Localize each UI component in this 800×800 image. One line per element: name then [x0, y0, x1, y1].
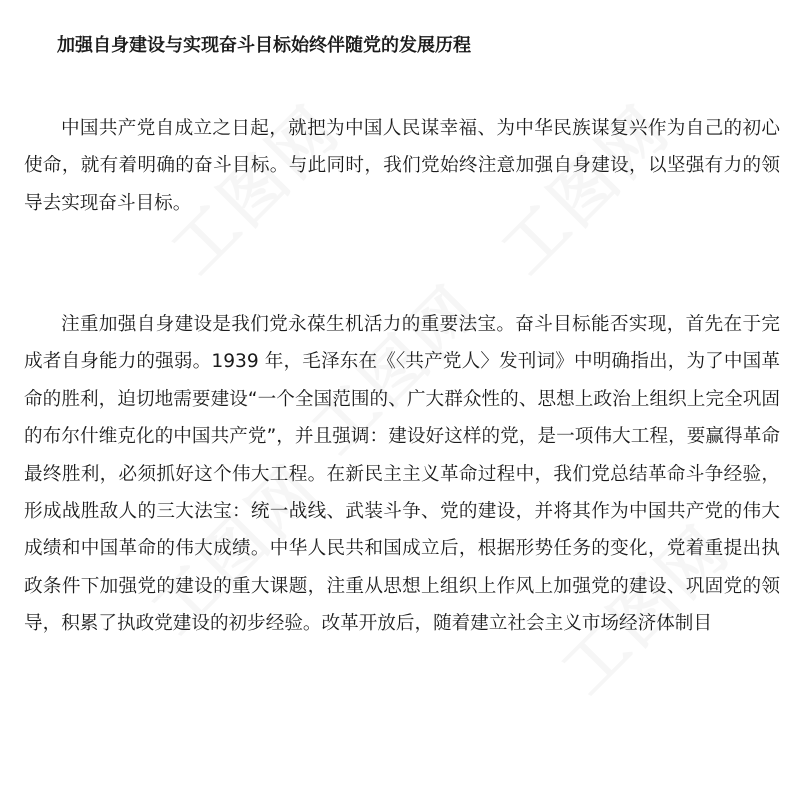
paragraph: 注重加强自身建设是我们党永葆生机活力的重要法宝。奋斗目标能否实现，首先在于完成者自身能力的强弱。1939 年，毛泽东在《〈共产党人〉发刊词》中明确指出，为了中国革命的胜利，迫切地需要建设“一个全国范围的、广大群众性的、思想上政治上组织上完全巩固的布尔什维克化的中国共产党”，并且强调：建设好这样的党，是一项伟大工程，要赢得革命最终胜利，必须抓好这个伟大工程。在新民主主义革命过程中，我们党总结革命斗争经验，形成战胜敌人的三大法宝：统一战线、武装斗争、党的建设，并将其作为中国共产党的伟大成绩和中国革命的伟大成绩。中华人民共和国成立后，根据形势任务的变化，党着重提出执政条件下加强党的建设的重大课题，注重从思想上组织上作风上加强党的建设、巩固党的领导，积累了执政党建设的初步经验。改革开放后，随着建立社会主义市场经济体制目: [24, 314, 780, 635]
paragraph: 中国共产党自成立之日起，就把为中国人民谋幸福、为中华民族谋复兴作为自己的初心使命，就有着明确的奋斗目标。与此同时，我们党始终注意加强自身建设，以坚强有力的领导去实现奋斗目标。: [24, 118, 780, 214]
document-title: 加强自身建设与实现奋斗目标始终伴随党的发展历程: [57, 35, 471, 56]
